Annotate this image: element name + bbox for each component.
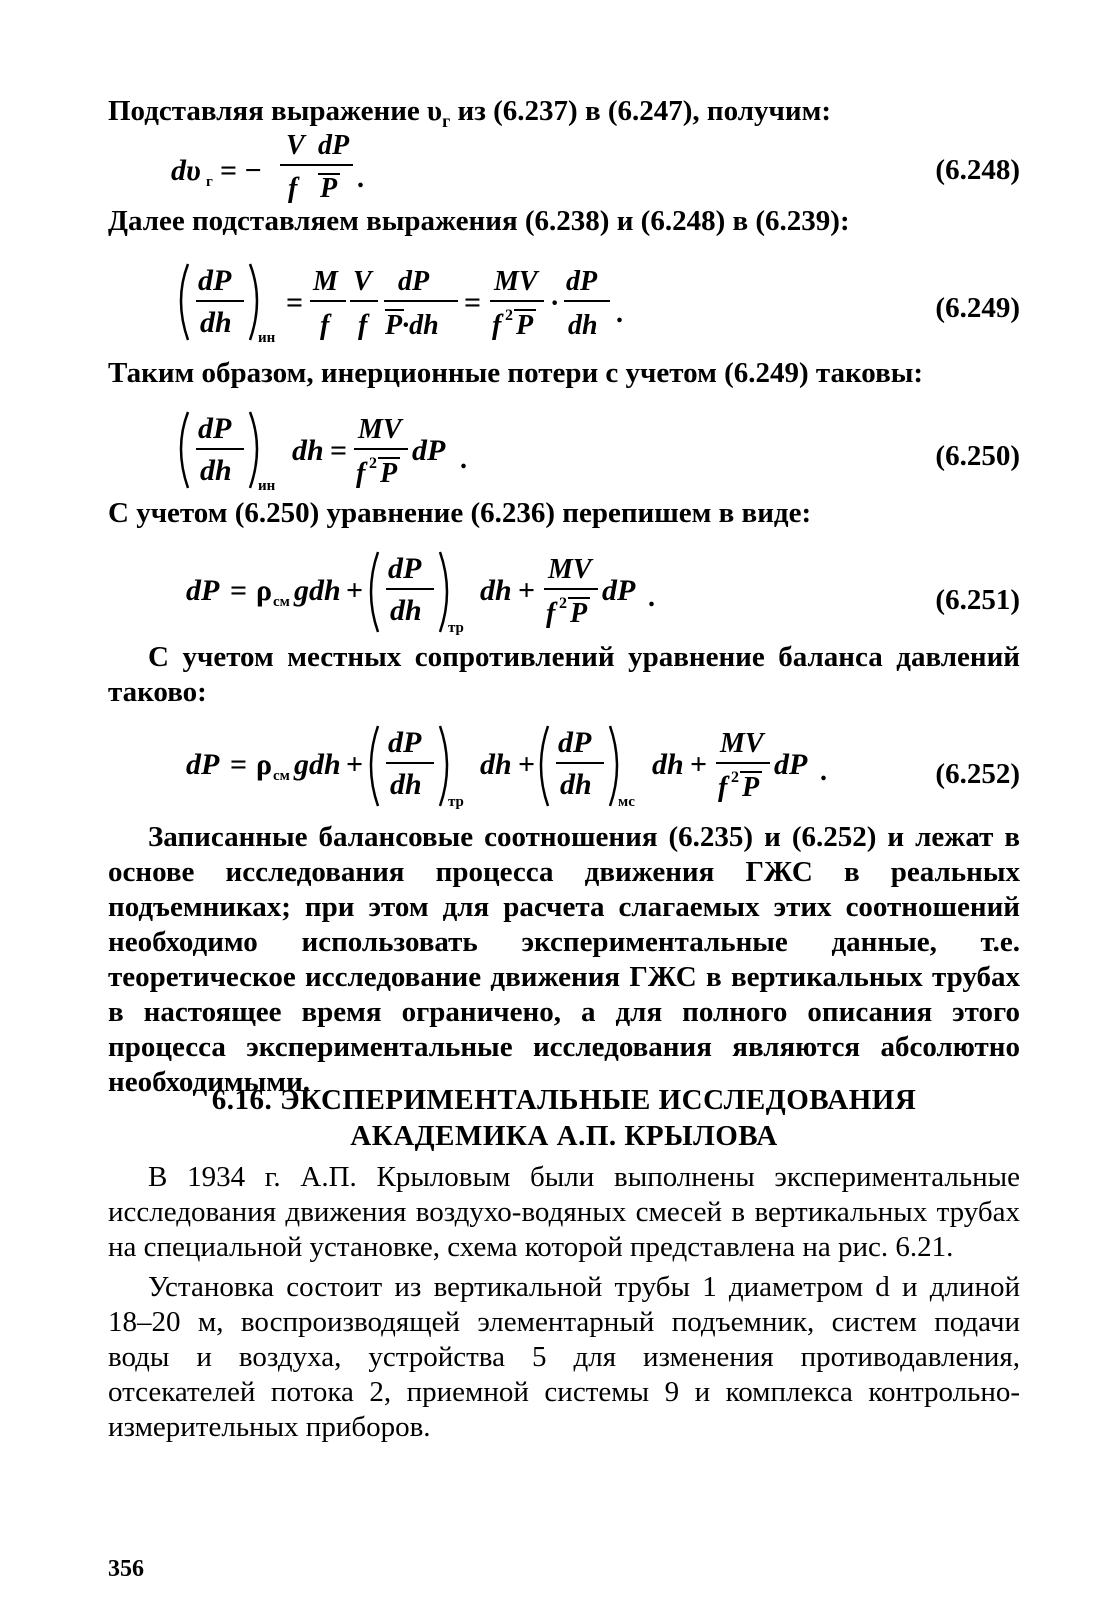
svg-text:f: f: [288, 173, 298, 204]
svg-text:ин: ин: [258, 478, 276, 494]
svg-text:г: г: [206, 174, 213, 190]
equation-number: (6.249): [935, 292, 1020, 324]
equation-6-250-formula: [108, 402, 808, 496]
equation-number: (6.248): [935, 154, 1020, 186]
svg-text:dP: dP: [558, 726, 592, 759]
svg-text:dh: dh: [390, 594, 422, 627]
equation-6-251: [108, 544, 1020, 640]
svg-text:f: f: [320, 310, 330, 341]
equation-number: (6.252): [935, 758, 1020, 790]
svg-text:gdh: gdh: [294, 748, 341, 781]
svg-text:см: см: [273, 768, 290, 784]
svg-text:dh: dh: [568, 310, 598, 341]
svg-text:см: см: [273, 594, 290, 610]
svg-text:= −: = −: [220, 154, 262, 187]
svg-text:=: =: [330, 434, 348, 467]
equation-number: (6.250): [935, 440, 1020, 472]
svg-text:ρ: ρ: [256, 748, 273, 781]
section-heading-line-1: 6.16. ЭКСПЕРИМЕНТАЛЬНЫЕ ИССЛЕДОВАНИЯ: [211, 1084, 917, 1116]
svg-text:P: P: [320, 173, 338, 204]
svg-text:f: f: [358, 310, 368, 341]
svg-text:f: f: [546, 598, 556, 629]
svg-text:.: .: [460, 444, 467, 475]
svg-text:P: P: [742, 772, 760, 803]
svg-text:.: .: [820, 756, 827, 787]
svg-text:dP: dP: [566, 266, 598, 297]
svg-text:2: 2: [559, 595, 567, 612]
svg-text:ин: ин: [258, 330, 276, 346]
svg-text:dP: dP: [186, 574, 220, 607]
svg-text:.: .: [616, 298, 623, 329]
svg-text:мс: мс: [618, 794, 635, 810]
equation-6-248-formula: [108, 124, 808, 202]
svg-text:dP: dP: [398, 266, 430, 297]
paragraph-8: Установка состоит из вертикальной трубы 1 диаметром d и длиной 18–20 м, воспроизводящей элементарный подъемник, систем подачи воды и воздуха, устройства 5 для изменения противодавления, отсекателей потока 2, приемной системы 9 и комплекса контрольно-измерительных приборов.: [108, 1271, 1020, 1443]
svg-text:+: +: [518, 748, 536, 781]
svg-text:dP: dP: [186, 748, 220, 781]
svg-text:=: =: [230, 748, 248, 781]
svg-text:dh: dh: [200, 306, 232, 339]
svg-text:dh: dh: [390, 768, 422, 801]
svg-text:dυ: dυ: [171, 154, 201, 187]
svg-text:f: f: [492, 310, 502, 341]
equation-6-251-formula: [108, 544, 868, 640]
svg-text:+: +: [518, 574, 536, 607]
svg-text:P: P: [380, 458, 398, 489]
svg-text:dP: dP: [388, 726, 422, 759]
paragraph-7: В 1934 г. А.П. Крыловым были выполнены экспериментальные исследования движения воздухо-водяных смесей в вертикальных трубах на специальной установке, схема которой представлена на рис. 6.21.: [108, 1161, 1020, 1263]
equation-number: (6.251): [935, 584, 1020, 616]
svg-text:2: 2: [731, 769, 739, 786]
svg-text:P: P: [570, 598, 588, 629]
svg-text:dh: dh: [480, 748, 512, 781]
svg-text:M: M: [313, 266, 338, 297]
section-heading-line-2: АКАДЕМИКА А.П. КРЫЛОВА: [350, 1120, 778, 1152]
svg-text:·: ·: [550, 288, 560, 319]
equation-6-249-formula: [108, 252, 868, 348]
equation-6-252-formula: [108, 718, 888, 814]
svg-text:.: .: [357, 163, 364, 194]
svg-text:dh: dh: [200, 454, 232, 487]
svg-text:dP: dP: [198, 412, 232, 445]
svg-text:dh: dh: [560, 768, 592, 801]
svg-text:MV: MV: [720, 728, 764, 759]
svg-text:MV: MV: [358, 414, 402, 445]
svg-text:тр: тр: [448, 620, 464, 636]
svg-text:MV: MV: [494, 266, 538, 297]
svg-text:V: V: [286, 130, 305, 161]
page-number: 356: [108, 1556, 144, 1582]
svg-text:f: f: [356, 458, 366, 489]
svg-text:dP: dP: [318, 130, 350, 161]
svg-text:+: +: [690, 748, 708, 781]
svg-text:dh: dh: [480, 574, 512, 607]
paragraph-3: Таким образом, инерционные потери с учетом (6.249) таковы:: [108, 357, 924, 389]
svg-text:2: 2: [369, 455, 377, 472]
svg-text:dh: dh: [652, 748, 684, 781]
svg-text:+: +: [346, 574, 364, 607]
svg-text:тр: тр: [448, 794, 464, 810]
svg-text:+: +: [346, 748, 364, 781]
svg-text:dP: dP: [412, 434, 446, 467]
svg-text:P·dh: P·dh: [385, 310, 439, 341]
equation-6-249: [108, 252, 1020, 348]
svg-text:dP: dP: [388, 552, 422, 585]
svg-text:ρ: ρ: [256, 574, 273, 607]
svg-text:MV: MV: [548, 554, 592, 585]
svg-text:=: =: [464, 286, 482, 319]
paragraph-5: С учетом местных сопротивлений уравнение баланса давлений таково:: [108, 641, 1020, 708]
paragraph-1: Подставляя выражение $\upsilon_г$ из (6.237) в (6.247), получим:: [108, 95, 832, 131]
svg-text:gdh: gdh: [294, 574, 341, 607]
svg-text:2: 2: [505, 307, 513, 324]
svg-text:V: V: [353, 266, 372, 297]
svg-text:dP: dP: [198, 264, 232, 297]
svg-text:P: P: [516, 310, 534, 341]
svg-text:=: =: [286, 286, 304, 319]
equation-6-252: [108, 718, 1020, 814]
paragraph-4: С учетом (6.250) уравнение (6.236) перепишем в виде:: [108, 497, 812, 529]
equation-6-250: [108, 402, 1020, 496]
svg-text:dP: dP: [602, 574, 636, 607]
svg-text:dP: dP: [774, 748, 808, 781]
paragraph-2: Далее подставляем выражения (6.238) и (6.248) в (6.239):: [108, 205, 850, 237]
equation-6-248: [108, 124, 1020, 202]
svg-text:.: .: [648, 582, 655, 613]
section-heading: [108, 1082, 1020, 1154]
svg-text:f: f: [718, 772, 728, 803]
svg-text:=: =: [230, 574, 248, 607]
paragraph-6: Записанные балансовые соотношения (6.235) и (6.252) и лежат в основе исследования процесса движения ГЖС в реальных подъемниках; при этом для расчета слагаемых этих соотношений необходимо использовать экспериментальные данные, т.е. теоретическое исследование движения ГЖС в вертикальных трубах в настоящее время ограничено, а для полного описания этого процесса экспериментальные исследования являются абсолютно необходимыми.: [108, 821, 1020, 1098]
svg-text:dh: dh: [292, 434, 324, 467]
